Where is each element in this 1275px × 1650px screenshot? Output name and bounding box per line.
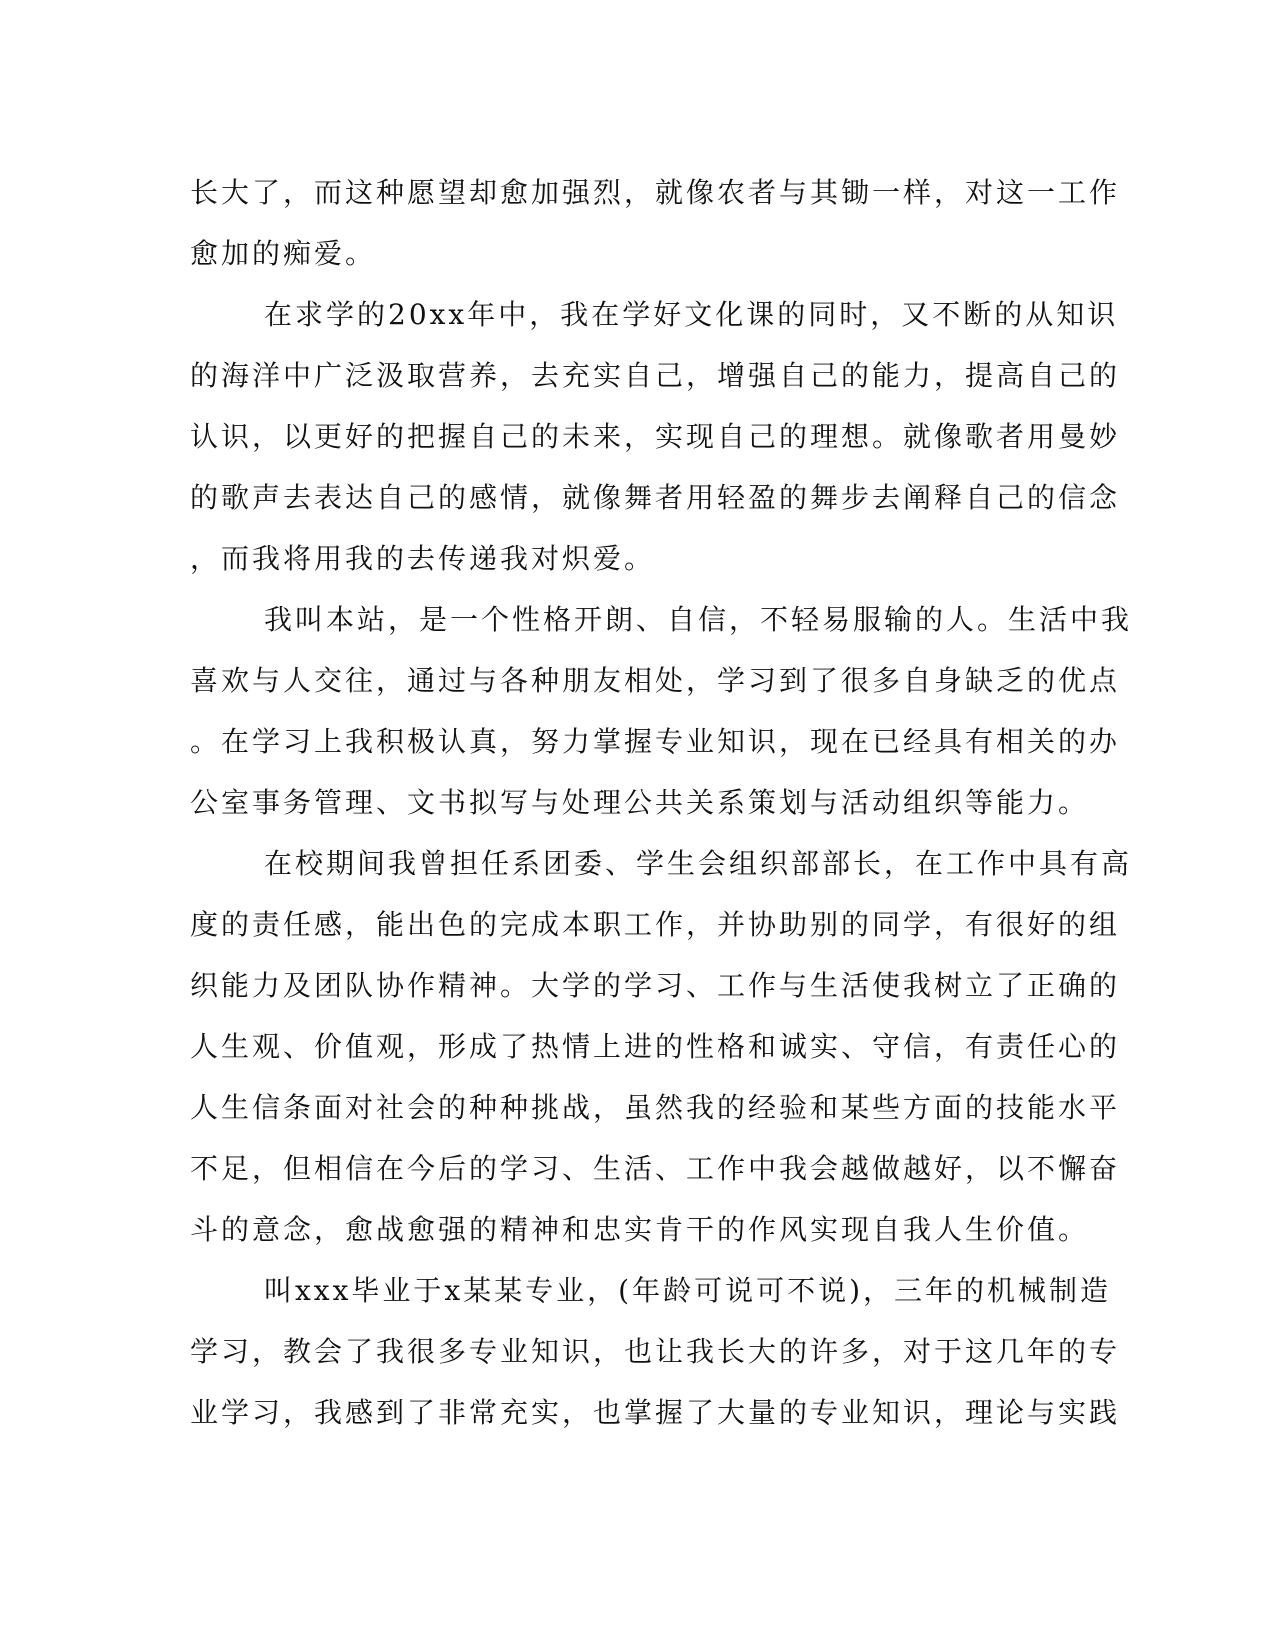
text-line: 喜欢与人交往，通过与各种朋友相处，学习到了很多自身缺乏的优点 — [190, 664, 1121, 697]
paragraph-start-line: 我叫本站，是一个性格开朗、自信，不轻易服输的人。生活中我 — [264, 603, 1133, 636]
text-line: 度的责任感，能出色的完成本职工作，并协助别的同学，有很好的组 — [190, 908, 1121, 941]
text-line: 织能力及团队协作精神。大学的学习、工作与生活使我树立了正确的 — [190, 969, 1121, 1002]
text-line: 的歌声去表达自己的感情，就像舞者用轻盈的舞步去阐释自己的信念 — [190, 481, 1121, 514]
text-line: 斗的意念，愈战愈强的精神和忠实肯干的作风实现自我人生价值。 — [190, 1213, 1090, 1246]
text-line: 人生观、价值观，形成了热情上进的性格和诚实、守信，有责任心的 — [190, 1030, 1121, 1063]
text-line: 。在学习上我积极认真，努力掌握专业知识，现在已经具有相关的办 — [190, 725, 1121, 758]
text-line: ，而我将用我的去传递我对炽爱。 — [190, 542, 656, 575]
body-text — [190, 162, 1133, 1443]
text-line: 认识，以更好的把握自己的未来，实现自己的理想。就像歌者用曼妙 — [190, 420, 1121, 453]
paragraph-start-line: 在求学的20xx年中，我在学好文化课的同时，又不断的从知识 — [264, 298, 1119, 331]
text-line: 学习，教会了我很多专业知识，也让我长大的许多，对于这几年的专 — [190, 1335, 1121, 1368]
paragraph-start-line: 在校期间我曾担任系团委、学生会组织部部长，在工作中具有高 — [264, 847, 1133, 880]
text-line: 人生信条面对社会的种种挑战，虽然我的经验和某些方面的技能水平 — [190, 1091, 1121, 1124]
text-line: 的海洋中广泛汲取营养，去充实自己，增强自己的能力，提高自己的 — [190, 359, 1121, 392]
text-line: 公室事务管理、文书拟写与处理公共关系策划与活动组织等能力。 — [190, 786, 1090, 819]
text-line: 长大了，而这种愿望却愈加强烈，就像农者与其锄一样，对这一工作 — [190, 176, 1121, 209]
text-line: 不足，但相信在今后的学习、生活、工作中我会越做越好，以不懈奋 — [190, 1152, 1121, 1185]
text-line: 业学习，我感到了非常充实，也掌握了大量的专业知识，理论与实践 — [190, 1396, 1121, 1429]
text-line: 愈加的痴爱。 — [190, 237, 377, 270]
paragraph-start-line: 叫xxx毕业于x某某专业，(年龄可说可不说)，三年的机械制造 — [264, 1274, 1112, 1307]
